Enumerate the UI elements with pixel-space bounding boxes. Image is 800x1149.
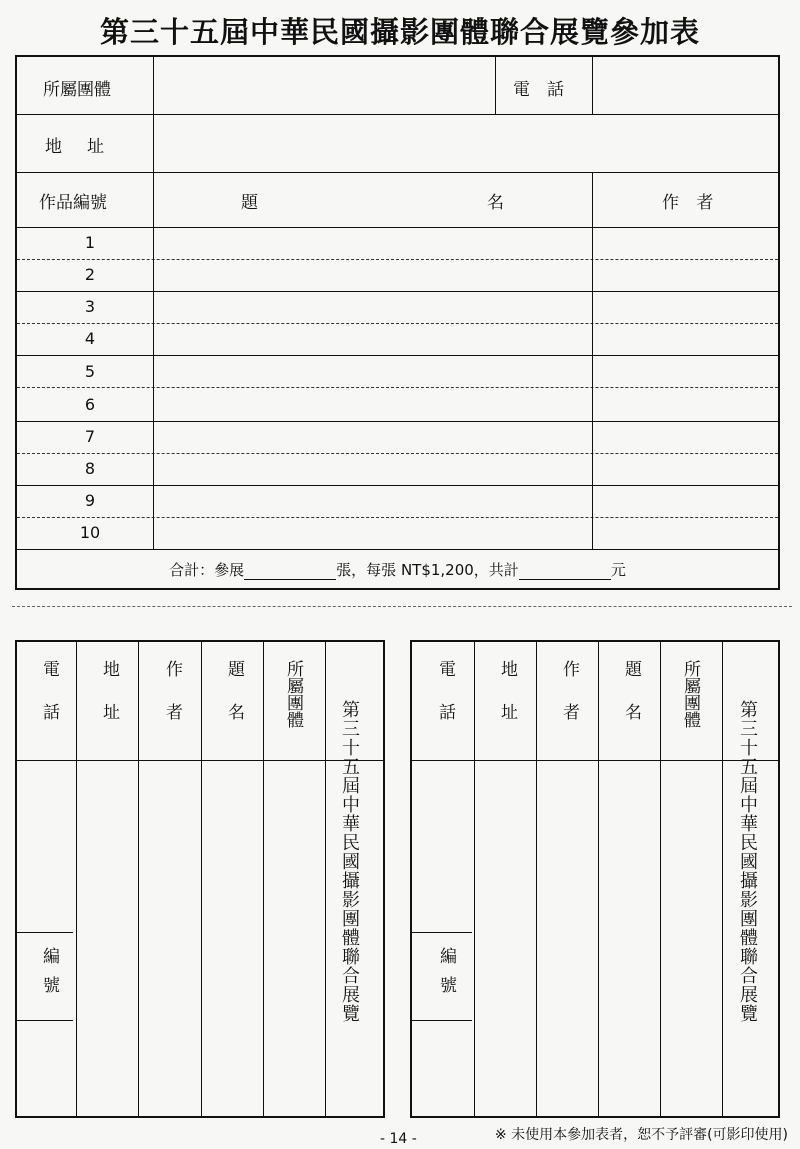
stub-address-label: 地址 <box>99 660 119 746</box>
entry-form <box>15 55 780 590</box>
count-blank[interactable] <box>244 565 336 580</box>
stub-title-label: 題名 <box>224 660 244 746</box>
stub-author-label: 作者 <box>162 660 182 746</box>
stub-author-label: 作者 <box>559 660 579 746</box>
stub-phone-label: 電話 <box>39 660 59 746</box>
work-no-label: 作品編號 <box>39 193 107 213</box>
total-mid: 張，每張 NT$1,200，共計 <box>336 561 519 579</box>
author-label: 作 者 <box>662 193 720 213</box>
row-number: 2 <box>84 265 96 284</box>
stub-serial-label: 編號 <box>39 947 59 1005</box>
cut-line <box>12 606 792 607</box>
phone-label: 電 話 <box>513 80 564 100</box>
group-input[interactable] <box>154 59 494 112</box>
label-stub-right <box>410 640 780 1118</box>
row-number: 6 <box>84 395 96 414</box>
total-line <box>17 559 778 580</box>
amount-blank[interactable] <box>519 565 611 580</box>
stub-exhibit-title: 第三十五屆中華民國攝影團體聯合展覽 <box>339 700 360 1023</box>
stub-serial-label: 編號 <box>436 947 456 1005</box>
address-input[interactable] <box>154 117 779 170</box>
row-number: 4 <box>84 329 96 348</box>
page-title: 第三十五屆中華民國攝影團體聯合展覽參加表 <box>99 15 700 49</box>
stub-exhibit-title: 第三十五屆中華民國攝影團體聯合展覽 <box>737 700 758 1023</box>
phone-input[interactable] <box>593 59 778 112</box>
row-number: 8 <box>84 459 96 478</box>
row-number: 5 <box>84 362 96 381</box>
stub-group-label: 所屬團體 <box>283 660 303 728</box>
row-number: 10 <box>79 523 101 542</box>
stub-address-label: 地址 <box>497 660 517 746</box>
stub-title-label: 題名 <box>621 660 641 746</box>
label-stub-left <box>15 640 385 1118</box>
row-number: 3 <box>84 297 96 316</box>
total-suffix: 元 <box>610 561 626 579</box>
group-label: 所屬團體 <box>43 80 111 100</box>
stub-group-label: 所屬團體 <box>680 660 700 728</box>
title-label-2: 名 <box>487 193 504 213</box>
row-number: 1 <box>84 233 96 252</box>
total-prefix: 合計：參展 <box>169 561 245 579</box>
row-number: 9 <box>84 491 96 510</box>
address-label: 地 址 <box>45 137 108 157</box>
title-label: 題 <box>241 193 258 213</box>
footnote: ※ 未使用本參加表者，恕不予評審(可影印使用) <box>494 1127 788 1143</box>
stub-phone-label: 電話 <box>435 660 455 746</box>
page-number: - 14 - <box>380 1131 417 1147</box>
row-number: 7 <box>84 427 96 446</box>
